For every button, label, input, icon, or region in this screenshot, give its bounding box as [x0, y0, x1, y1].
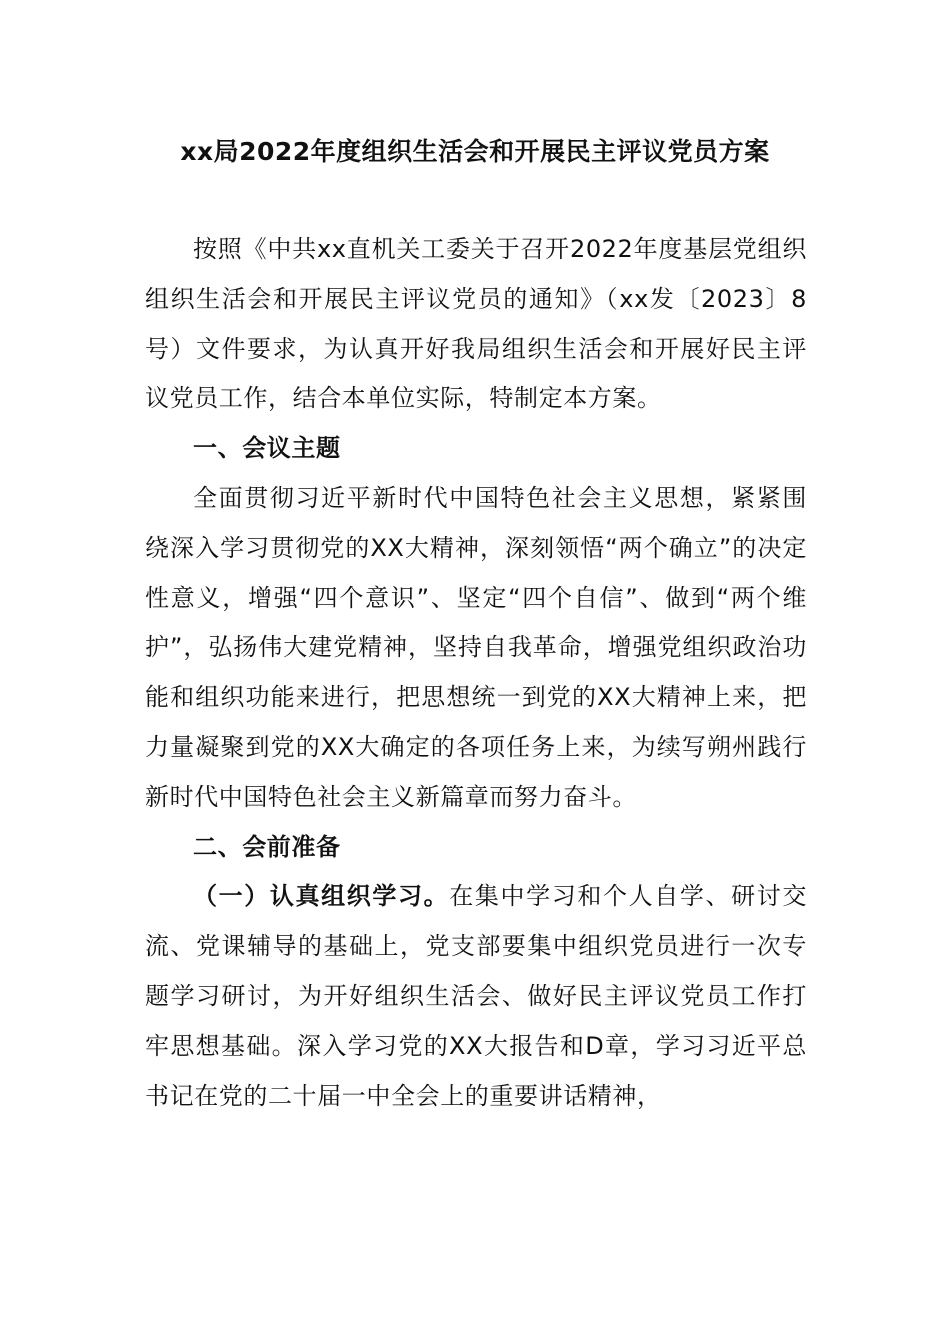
document-body	[145, 225, 807, 1121]
preparation-paragraph	[145, 872, 807, 1121]
document-title: xx局2022年度组织生活会和开展民主评议党员方案	[180, 137, 770, 166]
intro-paragraph: 按照《中共xx直机关工委关于召开2022年度基层党组织组织生活会和开展民主评议党员的通知》（xx发〔2023〕8号）文件要求，为认真开好我局组织生活会和开展好民主评议党员工作，结合本单位实际，特制定本方案。	[145, 235, 807, 413]
section-heading-theme: 一、会议主题	[193, 434, 341, 463]
theme-paragraph: 全面贯彻习近平新时代中国特色社会主义思想，紧紧围绕深入学习贯彻党的XX大精神，深刻领悟“两个确立”的决定性意义，增强“四个意识”、坚定“四个自信”、做到“两个维护”，弘扬伟大建党精神，坚持自我革命，增强党组织政治功能和组织功能来进行，把思想统一到党的XX大精神上来，把力量凝聚到党的XX大确定的各项任务上来，为续写朔州践行新时代中国特色社会主义新篇章而努力奋斗。	[145, 483, 807, 811]
subsection-lead-study: （一）认真组织学习。	[193, 882, 450, 911]
subsection-text-study: 在集中学习和个人自学、研讨交流、党课辅导的基础上，党支部要集中组织党员进行一次专题学习研讨，为开好组织生活会、做好民主评议党员工作打牢思想基础。深入学习党的XX大报告和D章，学习习近平总书记在党的二十届一中全会上的重要讲话精神，	[145, 882, 808, 1110]
section-heading-preparation: 二、会前准备	[193, 832, 341, 861]
